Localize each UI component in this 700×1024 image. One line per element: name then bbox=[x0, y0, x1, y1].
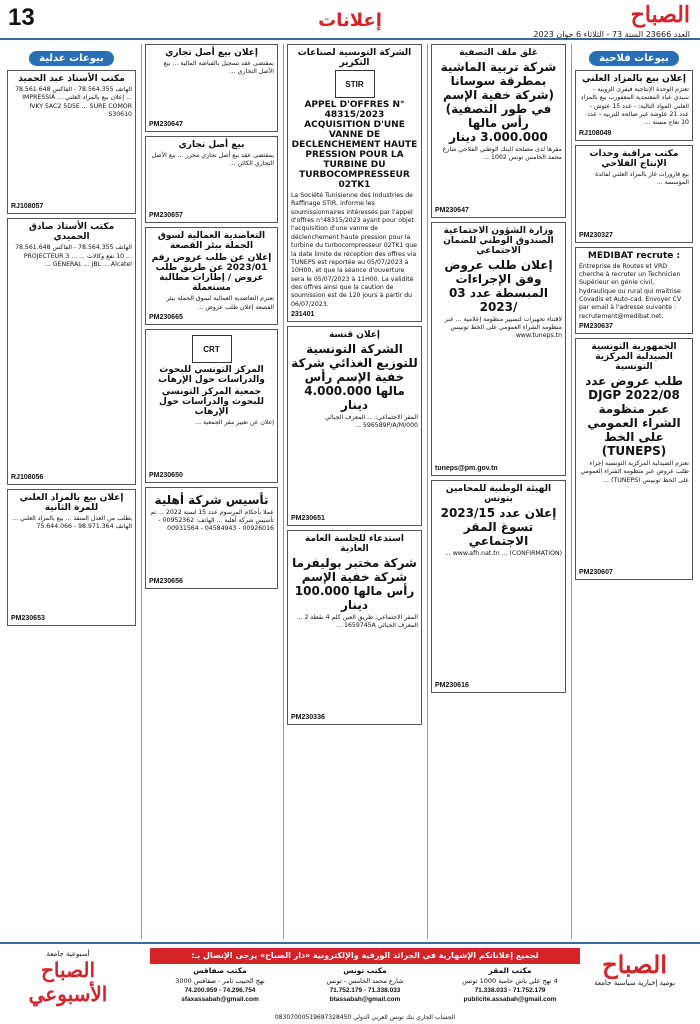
ad-ref: RJ108049 bbox=[579, 129, 612, 137]
office-name: مكتب تونس bbox=[343, 966, 387, 975]
ad-ref: PM230653 bbox=[11, 615, 45, 623]
ad-auction-livestock bbox=[575, 70, 693, 141]
office-name: مكتب صفاقس bbox=[193, 966, 247, 975]
footer-logo-weekly bbox=[8, 950, 128, 1006]
stir-logo: STIR bbox=[335, 70, 375, 98]
ad-text: (CONFIRMATION) ... www.afh.nat.tn ... bbox=[444, 549, 562, 557]
issue-info: العدد 23666 السنة 73 - الثلاثاء 6 جوان 2023 bbox=[533, 30, 690, 39]
office-address: 4 نهج علي باش حامبة 1000 تونس bbox=[462, 976, 558, 985]
office-email[interactable]: sfaxassabah@gmail.com bbox=[181, 995, 259, 1003]
ad-title: المركز التونسي للبحوث والدراسات حول الإرهاب bbox=[158, 365, 265, 386]
ad-text: الهاتف 78.564.355 - الفاكس 78.561.648 ... إعلان بيع بالمزاد العلني ... IMPRESSIA IVKY 5AC2 5D5E ... SURE COMOR S30610 bbox=[15, 86, 132, 119]
ad-text: بطلب من العدل المنفذ ... بيع بالمزاد العلني ... الهاتف 98.971.364 - 75.644.066 bbox=[12, 514, 132, 530]
ad-cnss-tender bbox=[431, 222, 566, 476]
column-4 bbox=[141, 44, 281, 939]
office-phone: 74.296.754 - 74.200.959 bbox=[184, 986, 256, 994]
ad-ref: PM230607 bbox=[579, 569, 613, 577]
office-address: نهج الحبيب ثامر - صفاقس 3000 bbox=[175, 976, 265, 985]
ad-ref: PM230616 bbox=[435, 682, 469, 690]
ad-general-assembly bbox=[287, 530, 422, 726]
ad-headline: APPEL D'OFFRES N° 48315/2023 ACQUISITION D'UNE VANNE DE DECLENCHEMENT HAUTE PRESSION POUR LA TURBINE DU TURBOCOMPRESSEUR 02TK1 bbox=[291, 100, 418, 190]
office-tunis bbox=[295, 966, 435, 1004]
column-5 bbox=[4, 44, 139, 939]
office-name: مكتب المقر bbox=[488, 966, 532, 975]
office-phone: 71.752.179 - 71.338.033 bbox=[474, 986, 546, 994]
ad-title: بيع أصل تجاري bbox=[178, 139, 245, 150]
ad-headline: شركة تربية الماشية بمطرقة سوسانا (شركة خفية الإسم في طور التصفية) رأس مالها 3.000.000 دينار bbox=[440, 60, 557, 144]
office-hq bbox=[440, 966, 580, 1004]
ad-gas-cylinders bbox=[575, 145, 693, 243]
ad-text: La Société Tunisienne des Industries de Raffinage STIR, informe les soumissionnaires intéressés par l'appel d'offres n°48315/2023 ayant pour objet l'acquisition d'une vanne de déclenchement haute pression pour la turbine du turbocompresseur 02TK1 que la date limite de réception des offres via TUNEPS est reportée au 05/07/2023 à 10H00, et que la séance d'ouverture sera le 05/07/2023 à 11H00. La validité des offres ainsi que la caution de soumission est de 120 jours à partir du 06/07/2023. bbox=[291, 192, 417, 308]
ad-business-sale-2 bbox=[145, 136, 278, 224]
ad-headline: الشركة التونسية للتوزيع الغذائي شركة خفية الإسم رأس مالها 4.000.000 دينار bbox=[291, 342, 418, 413]
masthead bbox=[500, 2, 690, 39]
ad-ref: RJ108057 bbox=[11, 203, 44, 211]
ad-ref: PM230336 bbox=[291, 714, 325, 722]
ad-text: بمقتضى عقد بيع أصل تجاري محرر ... بيع الأصل التجاري الكائن ... bbox=[151, 151, 274, 168]
ad-title: إعلان بيع أصل تجاري bbox=[165, 48, 258, 58]
ad-headline: تأسيس شركة أهلية bbox=[154, 492, 269, 507]
ad-stir-tender bbox=[287, 44, 422, 322]
footer-bank-account: الحساب الجاري بنك تونس العربي الدولي 08307000519697328450 bbox=[274, 1014, 456, 1021]
ads-columns bbox=[0, 44, 700, 939]
ad-food-distribution bbox=[287, 326, 422, 526]
ad-ref: PM230656 bbox=[149, 577, 183, 585]
ad-judicial-auction-3 bbox=[7, 489, 136, 627]
ad-judicial-auction-1 bbox=[7, 70, 136, 214]
ad-headline: إعلان عن طلب عروض رقم 2023/01 عن طريق طلب عروض / إطارات مطالبة مستعملة bbox=[151, 253, 272, 294]
office-email[interactable]: btassabah@gmail.com bbox=[329, 995, 401, 1003]
ad-text: لاقتناء تجهيزات لتسيير منظومة إعلامية ... عبر منظومة الشراء العمومي على الخط تونيبس www.tuneps.tn bbox=[444, 315, 562, 340]
ad-text: المقر الاجتماعي: طريق العين كلم 4 نقطة 2 ... المعرف الجبائي 1659745A ... bbox=[296, 613, 418, 630]
ad-ref: RJ108056 bbox=[11, 473, 44, 481]
column-2 bbox=[427, 44, 569, 939]
ad-business-sale-1 bbox=[145, 44, 278, 132]
ad-ref: PM230650 bbox=[149, 471, 183, 479]
page-number: 13 bbox=[8, 4, 35, 31]
column-3 bbox=[283, 44, 425, 939]
ad-text: Entreprise de Routes et VRD cherche à recruter un Technicien Supérieur en génie civil, hydraulique ou rural qui maitrise Covadis et Auto-cad. Envoyer CV par email à l'adresse suivante : recrutement@medibat.net. bbox=[579, 262, 682, 320]
ad-headline: شركة مختبر بوليفرما شركة خفية الإسم رأس مالها 100.000 دينار bbox=[292, 555, 417, 612]
ad-ref: PM230647 bbox=[149, 120, 183, 128]
ad-text: عملا بأحكام المرسوم عدد 15 لسنة 2022 ... تم تأسيس شركة أهلية ... الهاتف: 00952362 - 00926016 - 04584943 - 00931564 bbox=[150, 508, 274, 533]
ad-text: المقر الاجتماعي: ... المعرف الجبائي 596589P/A/M/000 ... bbox=[324, 414, 418, 430]
ad-title: الهيئة الوطنية للمحامين بتونس bbox=[445, 483, 552, 504]
ad-text: إعلان عن تغيير مقر الجمعية ... bbox=[195, 419, 274, 427]
ad-ref: PM230327 bbox=[579, 231, 613, 239]
office-email[interactable]: publicite.assabah@gmail.com bbox=[463, 995, 557, 1003]
ad-wholesale-tender bbox=[145, 227, 278, 325]
ad-ref: PM230657 bbox=[149, 212, 183, 220]
ad-title: MEDIBAT recrute : bbox=[587, 250, 681, 261]
ad-title: استدعاء للجلسة العامة العادية bbox=[305, 533, 404, 554]
footer-logo-sub: يومية إخبارية سياسية جامعة bbox=[594, 979, 675, 987]
footer-contact-title: لجميع إعلاناتكم الإشهارية في الجرائد الورقية والإلكترونية «دار الصباح» يرجى الإتصال بـ: bbox=[150, 948, 580, 964]
ad-headline: إعلان طلب عروض وفق الإجراءات المبسطة عدد 03 /2023 bbox=[444, 257, 553, 314]
ad-title: مكتب الأستاذ صادق الحميدي bbox=[28, 222, 115, 243]
ad-text: تعتزم التعاضدية العمالية لسوق الجملة ببئر القصعة إعلان طلب عروض ... bbox=[166, 295, 274, 311]
ad-lawyers-office bbox=[431, 480, 566, 693]
center-logo: CRT bbox=[192, 335, 232, 363]
ad-title: إعلان قنسة bbox=[328, 330, 381, 341]
ad-ref: tuneps@pm.gov.tn bbox=[435, 464, 498, 472]
ad-title: الجمهورية التونسية الصيدلية المركزية التونسية bbox=[591, 342, 677, 373]
ad-medibat bbox=[575, 247, 693, 335]
ad-headline: إعلان عدد 2023/15 تسوغ المقر الاجتماعي bbox=[440, 505, 557, 548]
judicial-sales-pill: بيوعات عدلية bbox=[29, 51, 114, 66]
ad-title: مكتب الأستاذ عبد الحميد bbox=[18, 74, 125, 84]
ad-ref: PM230647 bbox=[435, 206, 469, 214]
ad-title: الشركة التونسية لصناعات التكرير bbox=[297, 48, 412, 68]
ad-ref: 231401 bbox=[291, 311, 315, 319]
office-sfax bbox=[150, 966, 290, 1004]
ad-community-company bbox=[145, 487, 278, 589]
ad-title: غلق ملف التصفية bbox=[459, 48, 538, 58]
footer-offices bbox=[150, 966, 580, 1004]
ad-title: وزارة الشؤون الاجتماعية الصندوق الوطني للضمان الاجتماعي bbox=[443, 225, 554, 256]
footer-logo-daily bbox=[577, 950, 692, 987]
ad-title: التعاضدية العمالية لسوق الجملة ببئر القصعة bbox=[157, 231, 266, 252]
ad-headline: طلب عروض عدد DJGP 2022/08 عبر منظومة الشراء العمومي على الخط (TUNEPS) bbox=[585, 374, 683, 459]
ad-ref: PM230637 bbox=[579, 323, 613, 331]
ad-judicial-auction-2 bbox=[7, 218, 136, 484]
page-footer bbox=[0, 942, 700, 1024]
agri-sales-pill: بيوعات فلاحية bbox=[589, 51, 679, 66]
ad-text: بمقتضى عقد تسجيل بالقباضة المالية ... بيع الأصل التجاري ... bbox=[163, 60, 274, 76]
ad-headline: جمعية المركز التونسي للبحوث والدراسات حول الإرهاب bbox=[159, 387, 264, 418]
ad-terror-research-center bbox=[145, 329, 278, 482]
ad-ref: PM230665 bbox=[149, 314, 183, 322]
ad-ref: PM230651 bbox=[291, 514, 325, 522]
office-phone: 71.338.033 - 71.752.179 bbox=[329, 986, 401, 994]
ad-text: الهاتف 78.564.355 - الفاكس 78.561.648 ... 10 نقع وكالات ... PROJECTEUR 3 ... GENERAL ... JBL ... Alcatel ... bbox=[15, 244, 132, 269]
newspaper-logo: الصباح bbox=[630, 2, 690, 28]
section-title: إعلانات bbox=[318, 10, 382, 31]
footer-logo-text: الصباح bbox=[602, 950, 667, 979]
column-1 bbox=[571, 44, 696, 939]
footer-weekly-logo: الصباح الأسبوعي bbox=[28, 958, 108, 1006]
ad-text: مقرها لدى مصلحة البنك الوطني الفلاحي شارع محمد الخامس تونس 1002 ... bbox=[442, 146, 562, 162]
ad-title: مكتب مراقبة وحدات الإنتاج الفلاحي bbox=[589, 148, 679, 169]
ad-pharmacy-tender bbox=[575, 338, 693, 580]
ad-text: تعتزم الوحدة الإنتاجية فيفرى الزويبة - سيدي عياد المعتمدية المعفورب بيع بالمزاد العلني المواد التالية: - عدد 15 عتوش - عدد 21 علوشة غير صالحة للتربية - عدد 10 نعاج مسنة ... bbox=[580, 86, 689, 127]
ad-title: إعلان بيع بالمزاد العلني bbox=[582, 74, 686, 84]
page-header bbox=[0, 0, 700, 40]
office-address: شارع محمد الخامس - تونس bbox=[326, 976, 404, 985]
ad-title: إعلان بيع بالمزاد العلني للمرة الثانية bbox=[19, 492, 124, 513]
ad-text: بيع قارورات غاز بالمزاد العلني لفائدة المؤسسة ... bbox=[595, 170, 689, 187]
footer-weekly-sub: أسبوعية جامعة bbox=[46, 950, 90, 958]
ad-text: تعتزم الصيدلية المركزية التونسية إجراء طلب عروض عبر منظومة الشراء العمومي على الخط تونيبس (TUNEPS) ... bbox=[580, 460, 689, 484]
ad-liquidation bbox=[431, 44, 566, 218]
